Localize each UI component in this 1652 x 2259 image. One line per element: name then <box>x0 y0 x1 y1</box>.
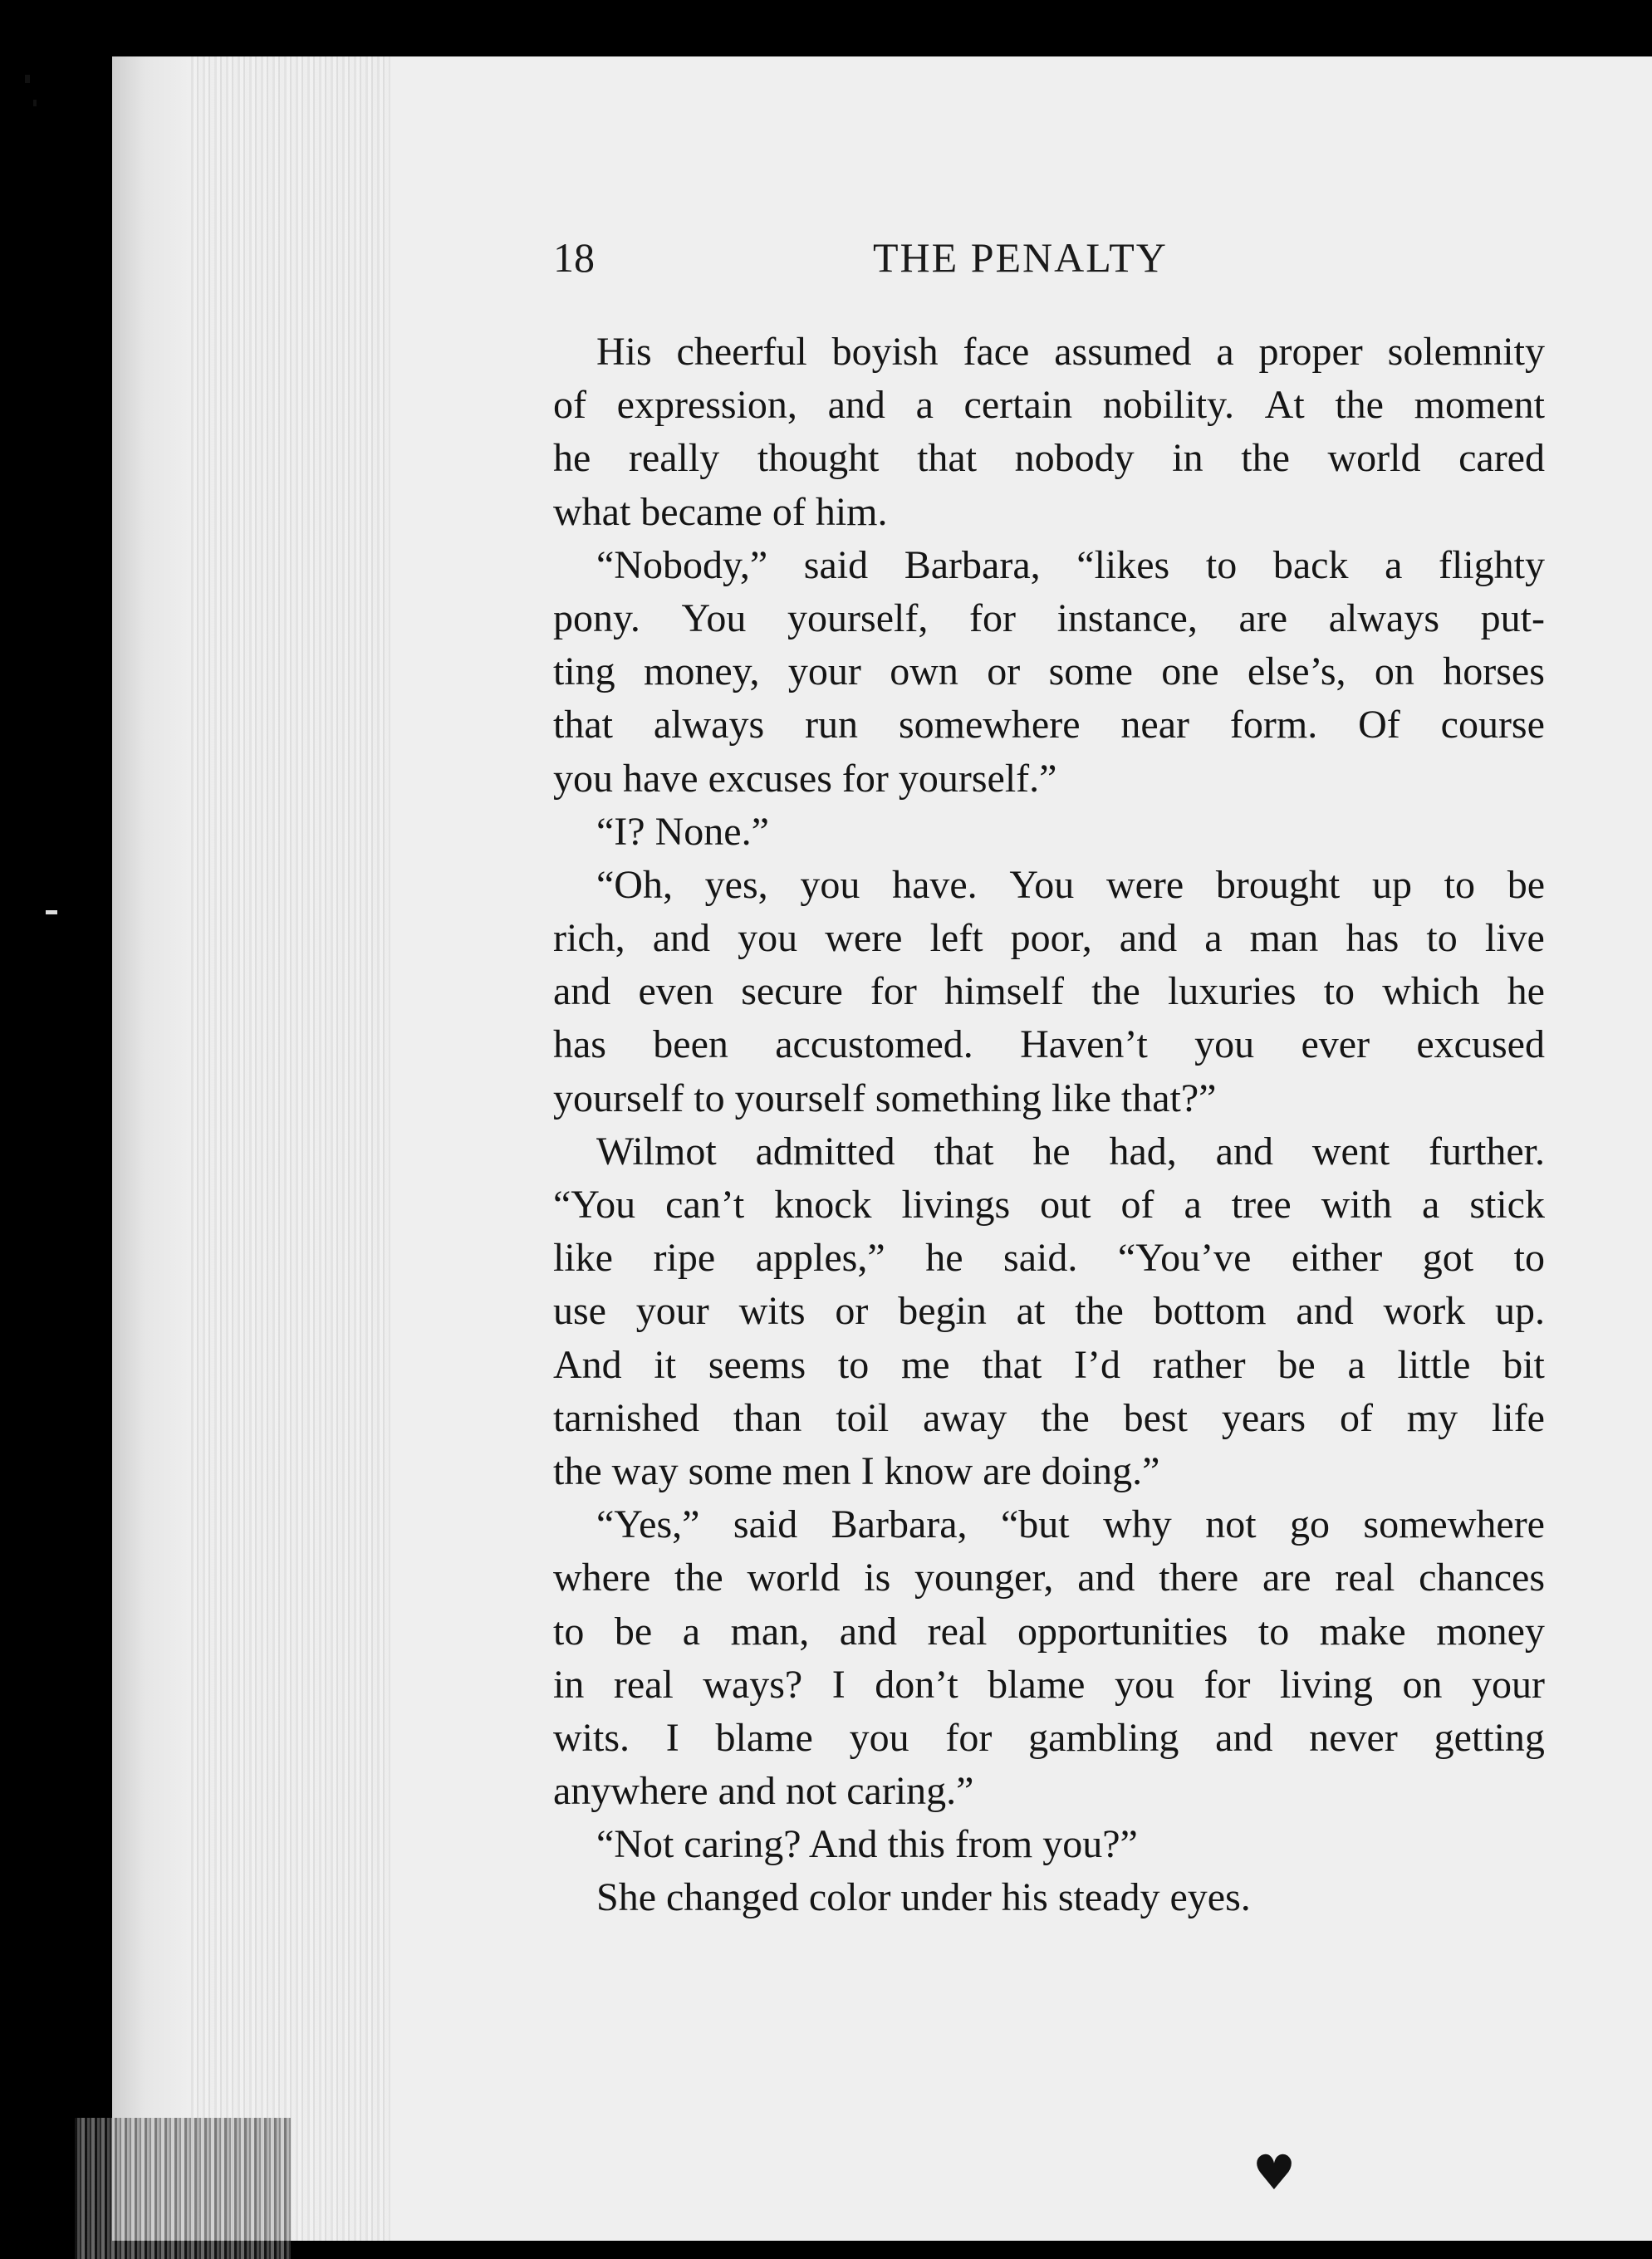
text-line: Wilmot admitted that he had, and went further. <box>596 1129 1545 1174</box>
running-head <box>553 231 1545 284</box>
heart-icon: ♥ <box>1252 2144 1296 2201</box>
text-line: and even secure for himself the luxuries to which he <box>553 969 1545 1014</box>
text-line: tarnished than toil away the best years of my life <box>553 1395 1545 1440</box>
text-line: that always run somewhere near form. Of course <box>553 703 1545 747</box>
text-line: in real ways? I don’t blame you for living on your <box>553 1662 1545 1707</box>
text-line: the way some men I know are doing.” <box>553 1448 1160 1493</box>
text-line: to be a man, and real opportunities to make money <box>553 1609 1545 1654</box>
text-line: ting money, your own or some one else’s, on horses <box>553 649 1545 694</box>
text-line: “Yes,” said Barbara, “but why not go somewhere <box>596 1502 1545 1547</box>
text-line: yourself to yourself something like that?” <box>553 1076 1217 1120</box>
page-number: 18 <box>553 234 595 281</box>
text-line: “Not caring? And this from you?” <box>596 1822 1138 1867</box>
text-line: like ripe apples,” he said. “You’ve either got to <box>553 1236 1545 1281</box>
scan-speck <box>25 75 30 83</box>
page-edge-shadow <box>112 56 195 2241</box>
running-title: THE PENALTY <box>873 234 1168 281</box>
text-line: His cheerful boyish face assumed a proper solemnity <box>596 330 1545 374</box>
text-line: wits. I blame you for gambling and never getting <box>553 1715 1545 1760</box>
text-line: use your wits or begin at the bottom and work up. <box>553 1289 1545 1334</box>
text-line: where the world is younger, and there are real chances <box>553 1556 1545 1600</box>
text-line: And it seems to me that I’d rather be a little bit <box>553 1342 1545 1387</box>
text-line: what became of him. <box>553 489 888 534</box>
text-line: anywhere and not caring.” <box>553 1769 974 1814</box>
text-line: “You can’t knock livings out of a tree with a stick <box>553 1183 1545 1227</box>
text-line: rich, and you were left poor, and a man has to live <box>553 916 1545 961</box>
text-line: you have excuses for yourself.” <box>553 756 1057 801</box>
text-line: She changed color under his steady eyes. <box>596 1875 1251 1920</box>
text-line: he really thought that nobody in the world cared <box>553 436 1545 481</box>
scan-speck <box>33 100 37 106</box>
body-text <box>553 326 1545 1925</box>
text-line: of expression, and a certain nobility. At the moment <box>553 383 1545 428</box>
text-line: pony. You yourself, for instance, are always put- <box>553 595 1545 640</box>
scan-speck <box>46 910 57 914</box>
text-line: has been accustomed. Haven’t you ever excused <box>553 1022 1545 1067</box>
text-line: “Nobody,” said Barbara, “likes to back a flighty <box>596 542 1545 587</box>
text-line: “I? None.” <box>596 809 769 854</box>
text-line: “Oh, yes, you have. You were brought up to be <box>596 862 1545 907</box>
binding-edge <box>75 2118 291 2259</box>
page-edges <box>191 56 390 2241</box>
